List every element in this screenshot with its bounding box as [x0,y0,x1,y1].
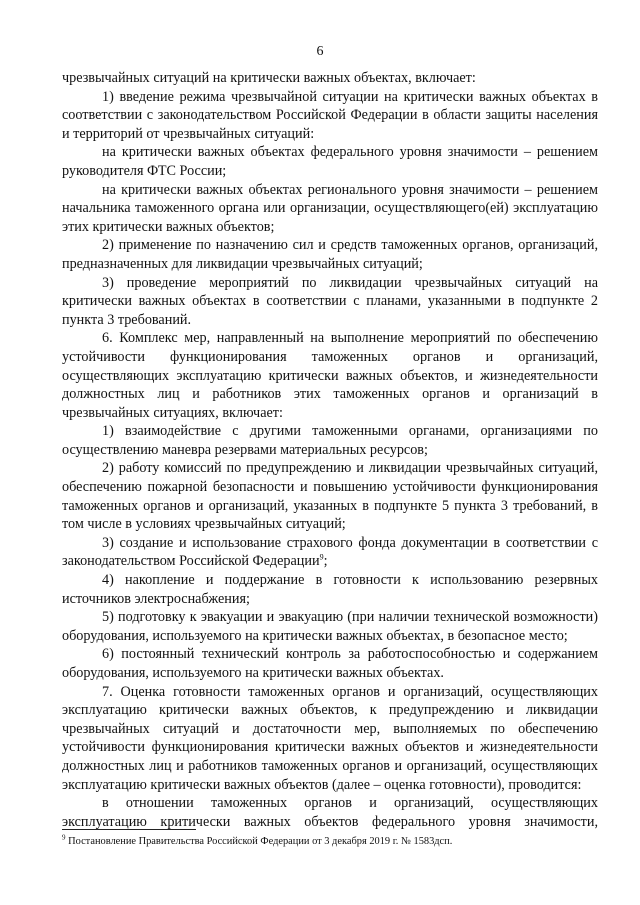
footnote-text: Постановление Правительства Российской Федерации от 3 декабря 2019 г. № 1583дсп. [68,836,453,847]
paragraph-federal-level: на критически важных объектах федерального уровня значимости – решением руководителя ФТС России; [62,144,598,179]
footnote-reference: 9 [319,552,324,562]
paragraph-clause-6-item-6: 6) постоянный технический контроль за работоспособностью и содержанием оборудования, используемого на критически важных объектах. [62,646,598,681]
paragraph-item-2-forces: 2) применение по назначению сил и средств таможенных органов, организаций, предназначенных для ликвидации чрезвычайных ситуаций; [62,237,598,272]
document-body [62,69,598,831]
paragraph-clause-7: 7. Оценка готовности таможенных органов и организаций, осуществляющих эксплуатацию критически важных объектов, к предупреждению и ликвидации чрезвычайных ситуаций и достаточности мер, выполняемых по обеспечению устойчивости функционирования критически важных объектов и жизнедеятельности должностных лиц и работников таможенных органов и организаций, осуществляющих эксплуатацию критически важных объектов (далее – оценка готовности), проводится: [62,683,598,793]
paragraph-clause-6-item-1: 1) взаимодействие с другими таможенными органами, организациями по осуществлению маневра резервами материальных ресурсов; [62,423,598,458]
paragraph-item-1-emergency-regime: 1) введение режима чрезвычайной ситуации на критически важных объектах в соответствии с законодательством Российской Федерации в области защиты населения и территорий от чрезвычайных ситуаций: [62,88,598,142]
paragraph-clause-6-item-5: 5) подготовку к эвакуации и эвакуацию (при наличии технической возможности) оборудования, используемого на критически важных объектах, в безопасное место; [62,609,598,644]
paragraph-clause-6-item-3 [62,534,598,571]
paragraph-clause-6-item-2: 2) работу комиссий по предупреждению и ликвидации чрезвычайных ситуаций, обеспечению пожарной безопасности и повышению устойчивости функционирования таможенных органов и организаций, указанных в подпункте 5 пункта 3 требований, в том числе в условиях чрезвычайных ситуаций; [62,460,598,533]
paragraph-clause-6: 6. Комплекс мер, направленный на выполнение мероприятий по обеспечению устойчивости функционирования таможенных органов и организаций, осуществляющих эксплуатацию критически важных объектов, и жизнедеятельности должностных лиц и работников этих таможенных органов и организаций в чрезвычайных ситуациях, включает: [62,330,598,421]
paragraph-regional-level: на критически важных объектах регионального уровня значимости – решением начальника таможенного органа или организации, осуществляющего(ей) эксплуатацию этих критически важных объектов; [62,181,598,235]
insurance-item-text: 3) создание и использование страхового фонда документации в соответствии с законодательством Российской Федерации [62,534,598,570]
footnote-divider [62,829,196,830]
paragraph-intro-continuation: чрезвычайных ситуаций на критически важных объектах, включает: [62,70,476,86]
paragraph-item-3-liquidation: 3) проведение мероприятий по ликвидации чрезвычайных ситуаций на критически важных объектах в соответствии с планами, указанными в подпункте 2 пункта 3 требований. [62,274,598,328]
paragraph-clause-6-item-4: 4) накопление и поддержание в готовности к использованию резервных источников электроснабжения; [62,572,598,607]
insurance-item-tail: ; [323,553,328,570]
paragraph-clause-7-federal: в отношении таможенных органов и организаций, осуществляющих эксплуатацию критически важных объектов федерального уровня значимости, [62,795,598,830]
page-number: 6 [316,44,324,59]
footnote [62,835,598,848]
footnote-number: 9 [62,833,66,842]
